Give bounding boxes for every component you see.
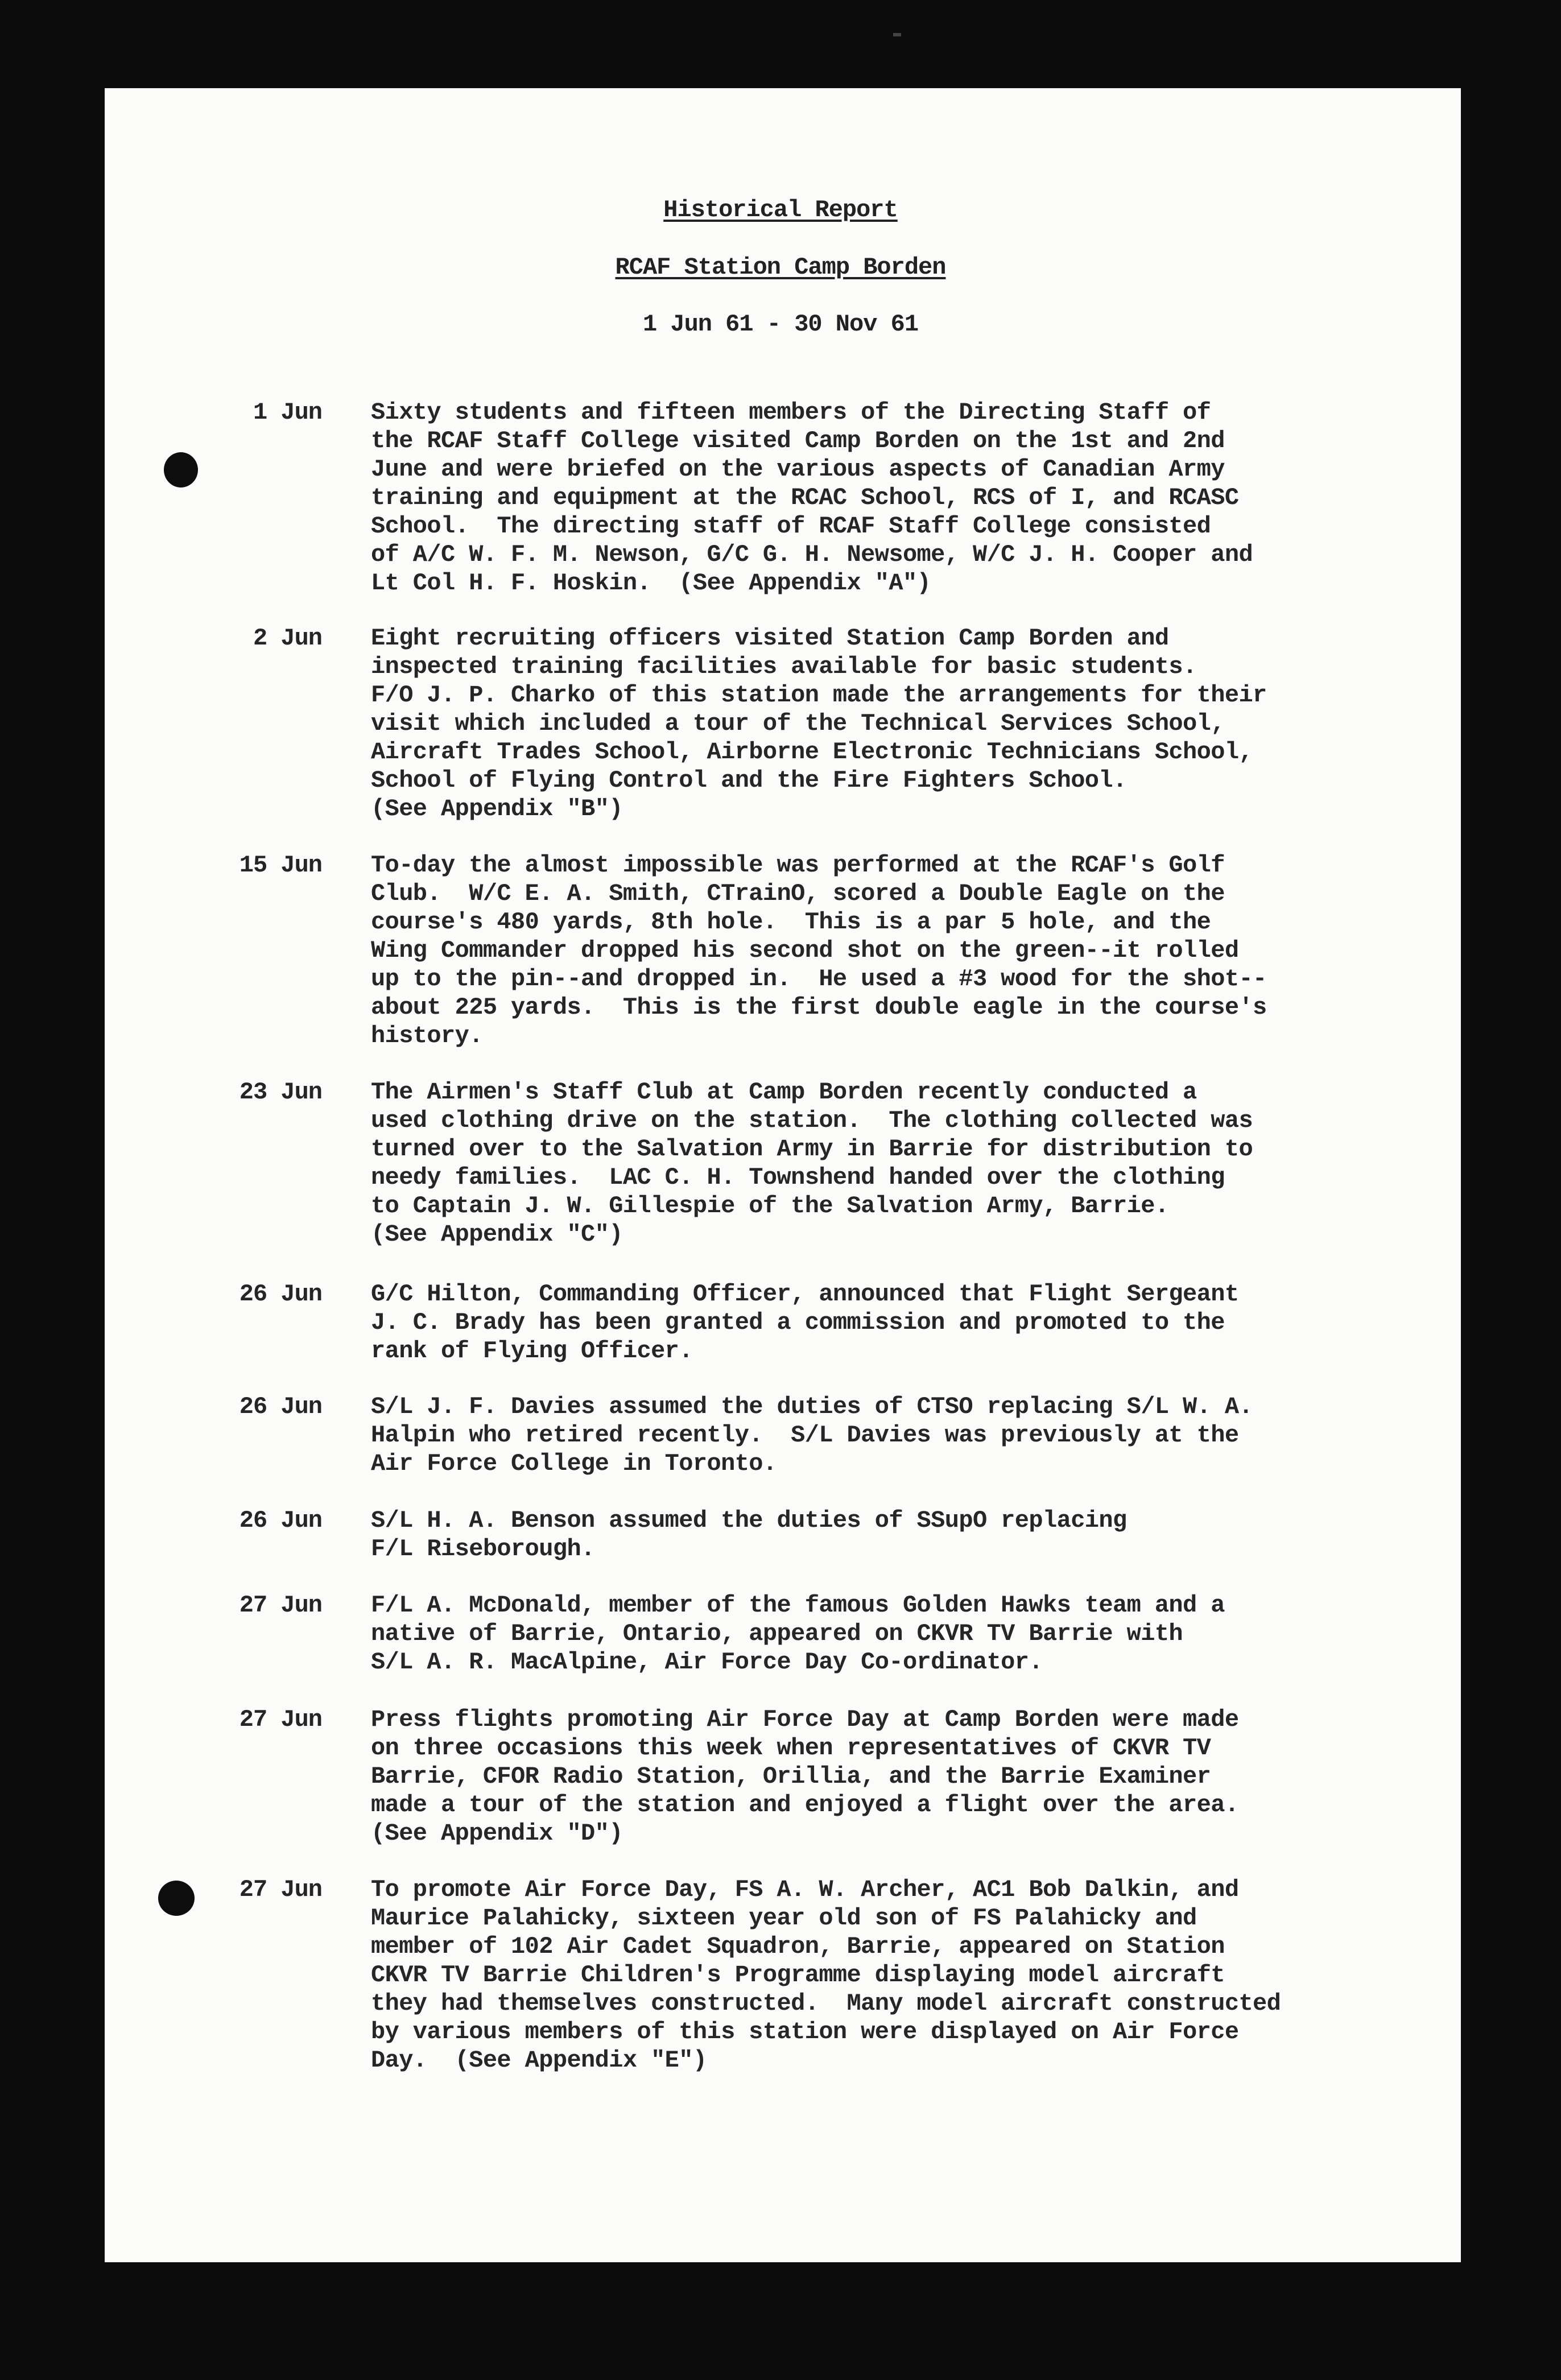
entry-text [371, 398, 1253, 597]
entry-line: Club. W/C E. A. Smith, CTrainO, scored a Double Eagle on the [371, 880, 1225, 907]
entry-line: Aircraft Trades School, Airborne Electronic Technicians School, [371, 738, 1253, 766]
entry-line: training and equipment at the RCAC School, RCS of I, and RCASC [371, 484, 1239, 511]
entry-line: (See Appendix "C") [371, 1221, 623, 1248]
entry-line: The Airmen's Staff Club at Camp Borden recently conducted a [371, 1079, 1197, 1106]
entry-line: needy families. LAC C. H. Townshend handed over the clothing [371, 1164, 1225, 1191]
entry-line: about 225 yards. This is the first double eagle in the course's [371, 994, 1267, 1021]
entry-line: used clothing drive on the station. The clothing collected was [371, 1107, 1253, 1134]
entry-line: Lt Col H. F. Hoskin. (See Appendix "A") [371, 569, 931, 597]
entry-line: of A/C W. F. M. Newson, G/C G. H. Newsome, W/C J. H. Cooper and [371, 541, 1253, 568]
entry-line: F/L A. McDonald, member of the famous Golden Hawks team and a [371, 1592, 1225, 1619]
report-period: 1 Jun 61 - 30 Nov 61 [642, 311, 919, 338]
entry-line: by various members of this station were displayed on Air Force [371, 2018, 1239, 2046]
entry-line: Wing Commander dropped his second shot on the green--it rolled [371, 937, 1239, 964]
entry-line: S/L H. A. Benson assumed the duties of SSupO replacing [371, 1507, 1127, 1534]
entry-line: Maurice Palahicky, sixteen year old son of FS Palahicky and [371, 1904, 1197, 1932]
entry-line: to Captain J. W. Gillespie of the Salvation Army, Barrie. [371, 1192, 1169, 1220]
entry-text [371, 1591, 1225, 1676]
entry-line: S/L A. R. MacAlpine, Air Force Day Co-ordinator. [371, 1648, 1043, 1676]
entry-line: J. C. Brady has been granted a commission and promoted to the [371, 1309, 1225, 1336]
entry-line: course's 480 yards, 8th hole. This is a par 5 hole, and the [371, 908, 1211, 936]
entry-text [371, 1078, 1253, 1249]
entry-date: 26 Jun [239, 1393, 322, 1420]
entry-line: (See Appendix "D") [371, 1820, 623, 1847]
scan-speck [893, 33, 901, 36]
entry-line: Press flights promoting Air Force Day at Camp Borden were made [371, 1706, 1239, 1733]
entry-date: 1 Jun [253, 399, 322, 426]
entry-text [371, 624, 1267, 823]
entry-line: Sixty students and fifteen members of the Directing Staff of [371, 399, 1211, 426]
entry-text [371, 1875, 1281, 2075]
entry-line: they had themselves constructed. Many model aircraft constructed [371, 1990, 1281, 2017]
entry-line: inspected training facilities available for basic students. [371, 653, 1197, 680]
entry-text [371, 1705, 1238, 1848]
punch-hole [158, 1881, 195, 1916]
entry-line: School. The directing staff of RCAF Staff College consisted [371, 513, 1211, 540]
entry-date: 26 Jun [239, 1507, 322, 1534]
entry-date: 15 Jun [239, 852, 322, 879]
entry-line: on three occasions this week when representatives of CKVR TV [371, 1734, 1211, 1762]
entry-line: Air Force College in Toronto. [371, 1450, 777, 1477]
entry-line: F/O J. P. Charko of this station made the arrangements for their [371, 681, 1267, 709]
entry-line: made a tour of the station and enjoyed a flight over the area. [371, 1791, 1239, 1819]
entry-date: 27 Jun [239, 1706, 322, 1733]
punch-hole [164, 452, 198, 487]
entry-text [371, 1393, 1253, 1478]
entry-line: visit which included a tour of the Technical Services School, [371, 710, 1225, 737]
entry-date: 26 Jun [239, 1280, 322, 1308]
entry-text [371, 1280, 1238, 1365]
entry-line: the RCAF Staff College visited Camp Borden on the 1st and 2nd [371, 427, 1225, 454]
entry-line: CKVR TV Barrie Children's Programme displaying model aircraft [371, 1961, 1225, 1989]
entry-line: June and were briefed on the various aspects of Canadian Army [371, 456, 1225, 483]
entry-line: Barrie, CFOR Radio Station, Orillia, and the Barrie Examiner [371, 1763, 1211, 1790]
entry-line: (See Appendix "B") [371, 795, 623, 823]
report-subtitle: RCAF Station Camp Borden [615, 254, 946, 281]
entry-line: Eight recruiting officers visited Station Camp Borden and [371, 625, 1169, 652]
entry-line: up to the pin--and dropped in. He used a #3 wood for the shot-- [371, 965, 1267, 993]
entry-text [371, 1506, 1127, 1563]
entry-line: S/L J. F. Davies assumed the duties of CTSO replacing S/L W. A. [371, 1393, 1253, 1420]
entry-line: To promote Air Force Day, FS A. W. Archer, AC1 Bob Dalkin, and [371, 1876, 1239, 1903]
entry-line: To-day the almost impossible was performed at the RCAF's Golf [371, 852, 1225, 879]
entry-line: history. [371, 1022, 483, 1049]
entry-date: 2 Jun [253, 625, 322, 652]
entry-line: member of 102 Air Cadet Squadron, Barrie, appeared on Station [371, 1933, 1225, 1960]
entry-line: G/C Hilton, Commanding Officer, announced that Flight Sergeant [371, 1280, 1239, 1308]
entry-line: School of Flying Control and the Fire Fighters School. [371, 767, 1127, 794]
entry-date: 27 Jun [239, 1876, 322, 1903]
entry-line: rank of Flying Officer. [371, 1337, 693, 1365]
entry-date: 27 Jun [239, 1592, 322, 1619]
entry-date: 23 Jun [239, 1079, 322, 1106]
entry-line: Day. (See Appendix "E") [371, 2047, 707, 2074]
report-title: Historical Report [663, 196, 898, 224]
entry-line: turned over to the Salvation Army in Barrie for distribution to [371, 1135, 1253, 1163]
entry-line: Halpin who retired recently. S/L Davies was previously at the [371, 1422, 1239, 1449]
entry-text [371, 851, 1267, 1050]
entry-line: native of Barrie, Ontario, appeared on CKVR TV Barrie with [371, 1620, 1183, 1647]
entry-line: F/L Riseborough. [371, 1535, 595, 1563]
